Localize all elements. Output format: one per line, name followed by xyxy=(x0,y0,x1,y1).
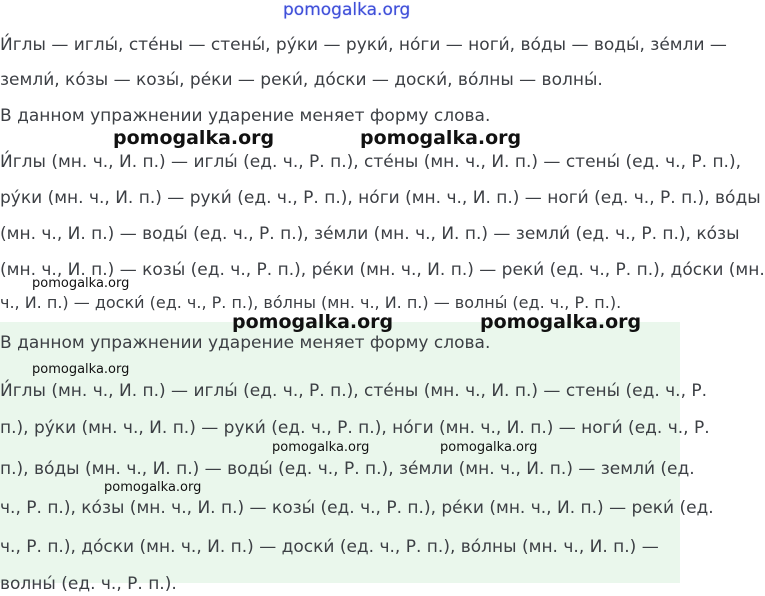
detailed-answer-line: ч., Р. п.), до́ски (мн. ч., И. п.) — доски́ (ед. ч., Р. п.), во́лны (мн. ч., И. п.) — xyxy=(0,537,659,557)
detailed-answer-line: (мн. ч., И. п.) — воды́ (ед. ч., Р. п.), зе́мли (мн. ч., И. п.) — земли́ (ед. ч., Р. п.), ко́зы xyxy=(0,224,740,244)
detailed-answer-line: И́глы (мн. ч., И. п.) — иглы́ (ед. ч., Р. п.), сте́ны (мн. ч., И. п.) — стены́ (ед. ч., Р. xyxy=(0,381,708,401)
detailed-answer-line: волны́ (ед. ч., Р. п.). xyxy=(0,574,177,594)
site-watermark: pomogalka.org xyxy=(480,311,642,333)
site-watermark-top: pomogalka.org xyxy=(283,0,411,20)
explanation-note: В данном упражнении ударение меняет форму слова. xyxy=(0,106,491,126)
site-watermark: pomogalka.org xyxy=(32,276,130,291)
site-watermark: pomogalka.org xyxy=(113,127,275,149)
detailed-answer-line: п.), во́ды (мн. ч., И. п.) — воды́ (ед. ч., Р. п.), зе́мли (мн. ч., И. п.) — земли́ (ед. xyxy=(0,459,695,479)
site-watermark: pomogalka.org xyxy=(360,127,522,149)
site-watermark: pomogalka.org xyxy=(32,362,130,377)
detailed-answer-line: (мн. ч., И. п.) — козы́ (ед. ч., Р. п.), ре́ки (мн. ч., И. п.) — реки́ (ед. ч., Р. п.), до́ски (мн. xyxy=(0,260,765,280)
explanation-note: В данном упражнении ударение меняет форму слова. xyxy=(0,333,491,353)
site-watermark: pomogalka.org xyxy=(104,480,202,495)
site-watermark: pomogalka.org xyxy=(232,311,394,333)
detailed-answer-line: И́глы (мн. ч., И. п.) — иглы́ (ед. ч., Р. п.), сте́ны (мн. ч., И. п.) — стены́ (ед. ч., Р. п.), xyxy=(0,152,741,172)
detailed-answer-line: ч., Р. п.), ко́зы (мн. ч., И. п.) — козы́ (ед. ч., Р. п.), ре́ки (мн. ч., И. п.) — реки́ (ед. xyxy=(0,498,714,518)
site-watermark: pomogalka.org xyxy=(272,440,370,455)
answer-line: земли́, ко́зы — козы́, ре́ки — реки́, до́ски — доски́, во́лны — волны́. xyxy=(0,70,603,90)
detailed-answer-line: п.), ру́ки (мн. ч., И. п.) — руки́ (ед. ч., Р. п.), но́ги (мн. ч., И. п.) — ноги́ (ед. ч., Р. xyxy=(0,418,710,438)
detailed-answer-line: ру́ки (мн. ч., И. п.) — руки́ (ед. ч., Р. п.), но́ги (мн. ч., И. п.) — ноги́ (ед. ч., Р. п.), во́ды xyxy=(0,188,761,208)
site-watermark: pomogalka.org xyxy=(440,440,538,455)
detailed-answer-line: ч., И. п.) — доски́ (ед. ч., Р. п.), во́лны (мн. ч., И. п.) — волны́ (ед. ч., Р. п.). xyxy=(0,293,622,312)
answer-line: И́глы — иглы́, сте́ны — стены́, ру́ки — руки́, но́ги — ноги́, во́ды — воды́, зе́мли — xyxy=(0,35,727,55)
